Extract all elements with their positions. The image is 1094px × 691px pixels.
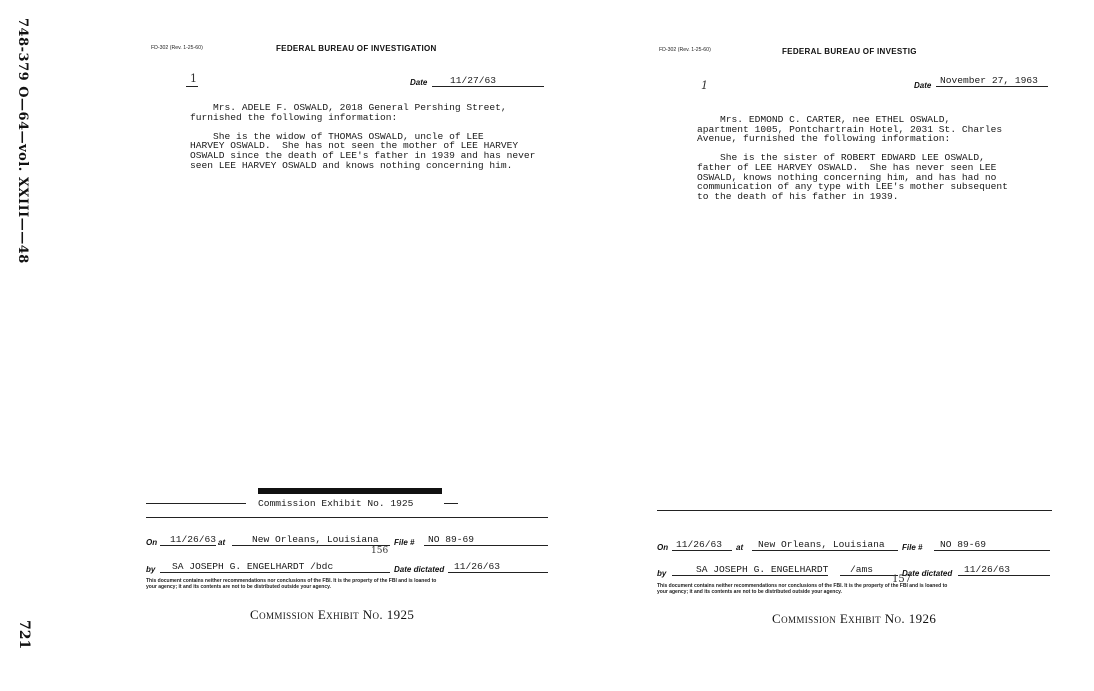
right-body-line: father of LEE HARVEY OSWALD. She has never seen LEE [697, 161, 997, 173]
right-date-label: Date [914, 81, 932, 90]
left-body-line: OSWALD since the death of LEE's father in 1939 and has never [190, 149, 536, 161]
left-exhibit-rule-right [444, 503, 458, 504]
right-form-rule [657, 510, 1052, 511]
right-body-line: OSWALD, knows nothing concerning him, and has had no [697, 171, 997, 183]
left-body-line: HARVEY OSWALD. She has not seen the mother of LEE HARVEY [190, 140, 519, 152]
left-page-mark-underline [186, 86, 198, 87]
right-body-line: Avenue, furnished the following information: [697, 133, 951, 145]
left-by-label: by [146, 565, 156, 574]
right-file-label: File # [902, 543, 923, 552]
left-dictated-label: Date dictated [394, 565, 445, 574]
left-body-line: furnished the following information: [190, 111, 398, 123]
left-agency-header: FEDERAL BUREAU OF INVESTIGATION [276, 44, 437, 53]
right-file-number: NO 89-69 [934, 540, 1050, 551]
left-dictated-date: 11/26/63 [448, 562, 548, 573]
left-at-label: at [218, 538, 226, 547]
right-body-line: to the death of his father in 1939. [697, 190, 899, 202]
left-date-value: 11/27/63 [432, 76, 544, 87]
right-body-line: She is the sister of ROBERT EDWARD LEE OSWALD, [697, 152, 985, 164]
left-form-rule [146, 517, 548, 518]
right-body-line: communication of any type with LEE's mother subsequent [697, 181, 1008, 193]
right-footnote: This document contains neither recommendations nor conclusions of the FBI. It is the property of the FBI and is loaned to your agency; it and its contents are not to be distributed outside your agency. [657, 583, 948, 595]
left-on-label: On [146, 538, 158, 547]
left-on-date: 11/26/63 [160, 535, 216, 546]
right-on-date: 11/26/63 [672, 540, 732, 551]
right-agent: SA JOSEPH G. ENGELHARDT [672, 565, 828, 576]
right-dictated-date: 11/26/63 [958, 565, 1050, 576]
left-body-line: She is the widow of THOMAS OSWALD, uncle of LEE [190, 130, 484, 142]
left-file-number: NO 89-69 [424, 535, 548, 546]
left-body-line: Mrs. ADELE F. OSWALD, 2018 General Pershing Street, [190, 102, 507, 113]
right-date-value: November 27, 1963 [936, 76, 1048, 87]
left-file-label: File # [394, 538, 415, 547]
left-exhibit-strip-label: Commission Exhibit No. 1925 [258, 498, 414, 509]
left-location: New Orleans, Louisiana [232, 535, 390, 546]
right-body-text [697, 115, 1008, 201]
right-page-mark: 1 [701, 79, 708, 92]
left-exhibit-rule-left [146, 503, 246, 504]
margin-volume-reference [10, 18, 32, 264]
right-caption-text: Commission Exhibit No. 1926 [772, 611, 937, 626]
right-on-label: On [657, 543, 669, 552]
left-exhibit-caption [250, 607, 414, 623]
margin-page-number-block [14, 620, 36, 650]
right-hand-mark: 157 [892, 574, 912, 585]
right-agent-suffix: /ams [840, 565, 898, 576]
left-exhibit-bar [258, 488, 442, 494]
left-footnote: This document contains neither recommendations nor conclusions of the FBI. It is the property of the FBI and is loaned to your agency; it and its contents are not to be distributed outside your agency. [146, 578, 437, 590]
right-body-line: apartment 1005, Pontchartrain Hotel, 2031 St. Charles [697, 123, 1003, 135]
left-page-mark: 1 [190, 72, 197, 85]
right-form-number: FD-302 (Rev. 1-25-60) [659, 47, 711, 53]
right-dictated-label: Date dictated [902, 569, 953, 578]
right-body-line: Mrs. EDMOND C. CARTER, nee ETHEL OSWALD, [697, 114, 951, 125]
page-number: 721 [16, 620, 32, 650]
left-body-text [190, 103, 535, 170]
left-agent: SA JOSEPH G. ENGELHARDT /bdc [160, 562, 390, 573]
left-body-line: seen LEE HARVEY OSWALD and knows nothing concerning him. [190, 159, 513, 171]
right-agency-header: FEDERAL BUREAU OF INVESTIG [782, 47, 917, 56]
left-form-number: FD-302 (Rev. 1-25-60) [151, 45, 203, 51]
right-location: New Orleans, Louisiana [752, 540, 898, 551]
margin-volume-text: 748-379 O—64—vol. XXIII——48 [15, 18, 30, 264]
left-hand-mark: 156 [371, 546, 389, 556]
left-date-label: Date [410, 78, 428, 87]
left-caption-text: Commission Exhibit No. 1925 [250, 607, 415, 622]
right-at-label: at [736, 543, 744, 552]
right-exhibit-caption [772, 611, 936, 627]
right-by-label: by [657, 569, 667, 578]
